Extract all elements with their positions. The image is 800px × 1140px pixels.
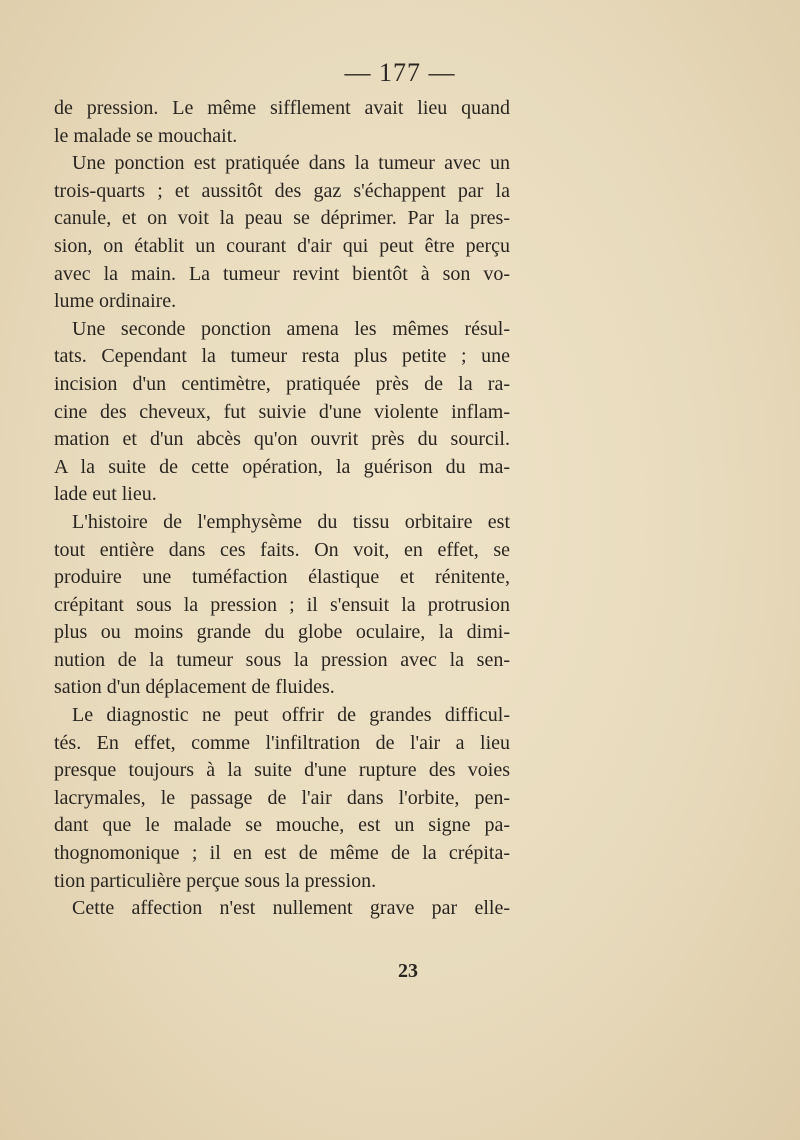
text-line: lume ordinaire. bbox=[54, 290, 177, 313]
text-line: lacrymales, le passage de l'air dans l'orbite, pen- bbox=[54, 786, 510, 809]
text-line: lade eut lieu. bbox=[54, 483, 157, 506]
text-line: tion particulière perçue sous la pression. bbox=[54, 869, 377, 892]
text-line: de pression. Le même sifflement avait lieu quand bbox=[54, 97, 510, 119]
text-line: Le diagnostic ne peut offrir de grandes difficul- bbox=[72, 704, 510, 727]
page-number: — 177 — bbox=[344, 58, 456, 87]
text-line: cine des cheveux, fut suivie d'une violente inflam- bbox=[54, 400, 510, 423]
text-line: presque toujours à la suite d'une rupture des voies bbox=[54, 759, 510, 782]
text-line: incision d'un centimètre, pratiquée près de la ra- bbox=[54, 372, 510, 395]
text-line: A la suite de cette opération, la guérison du ma- bbox=[54, 455, 510, 478]
text-line: sation d'un déplacement de fluides. bbox=[54, 676, 335, 699]
text-line: tout entière dans ces faits. On voit, en effet, se bbox=[54, 538, 510, 561]
text-line: thognomonique ; il en est de même de la crépita- bbox=[54, 842, 510, 865]
text-line: Une seconde ponction amena les mêmes résul- bbox=[72, 317, 510, 340]
text-line: canule, et on voit la peau se déprimer. Par la pres- bbox=[54, 207, 510, 230]
text-line: tés. En effet, comme l'infiltration de l'air a lieu bbox=[54, 731, 510, 754]
text-line: nution de la tumeur sous la pression avec la sen- bbox=[54, 648, 510, 671]
text-line: dant que le malade se mouche, est un signe pa- bbox=[54, 814, 510, 837]
text-line: Cette affection n'est nullement grave par elle- bbox=[72, 897, 510, 920]
text-line: tats. Cependant la tumeur resta plus petite ; une bbox=[54, 345, 510, 368]
text-line: crépitant sous la pression ; il s'ensuit la protrusion bbox=[54, 593, 510, 616]
text-line: Une ponction est pratiquée dans la tumeur avec un bbox=[72, 152, 510, 175]
signature-mark: 23 bbox=[398, 960, 418, 982]
text-line: L'histoire de l'emphysème du tissu orbitaire est bbox=[72, 510, 510, 533]
text-line: produire une tuméfaction élastique et rénitente, bbox=[54, 566, 510, 589]
text-line: sion, on établit un courant d'air qui peut être perçu bbox=[54, 234, 510, 257]
text-line: le malade se mouchait. bbox=[54, 124, 238, 147]
text-line: mation et d'un abcès qu'on ouvrit près du sourcil. bbox=[54, 428, 510, 451]
text-line: plus ou moins grande du globe oculaire, la dimi- bbox=[54, 621, 510, 644]
text-line: avec la main. La tumeur revint bientôt à son vo- bbox=[54, 262, 510, 285]
body-text bbox=[54, 95, 510, 923]
text-line: trois-quarts ; et aussitôt des gaz s'échappent par la bbox=[54, 179, 510, 202]
